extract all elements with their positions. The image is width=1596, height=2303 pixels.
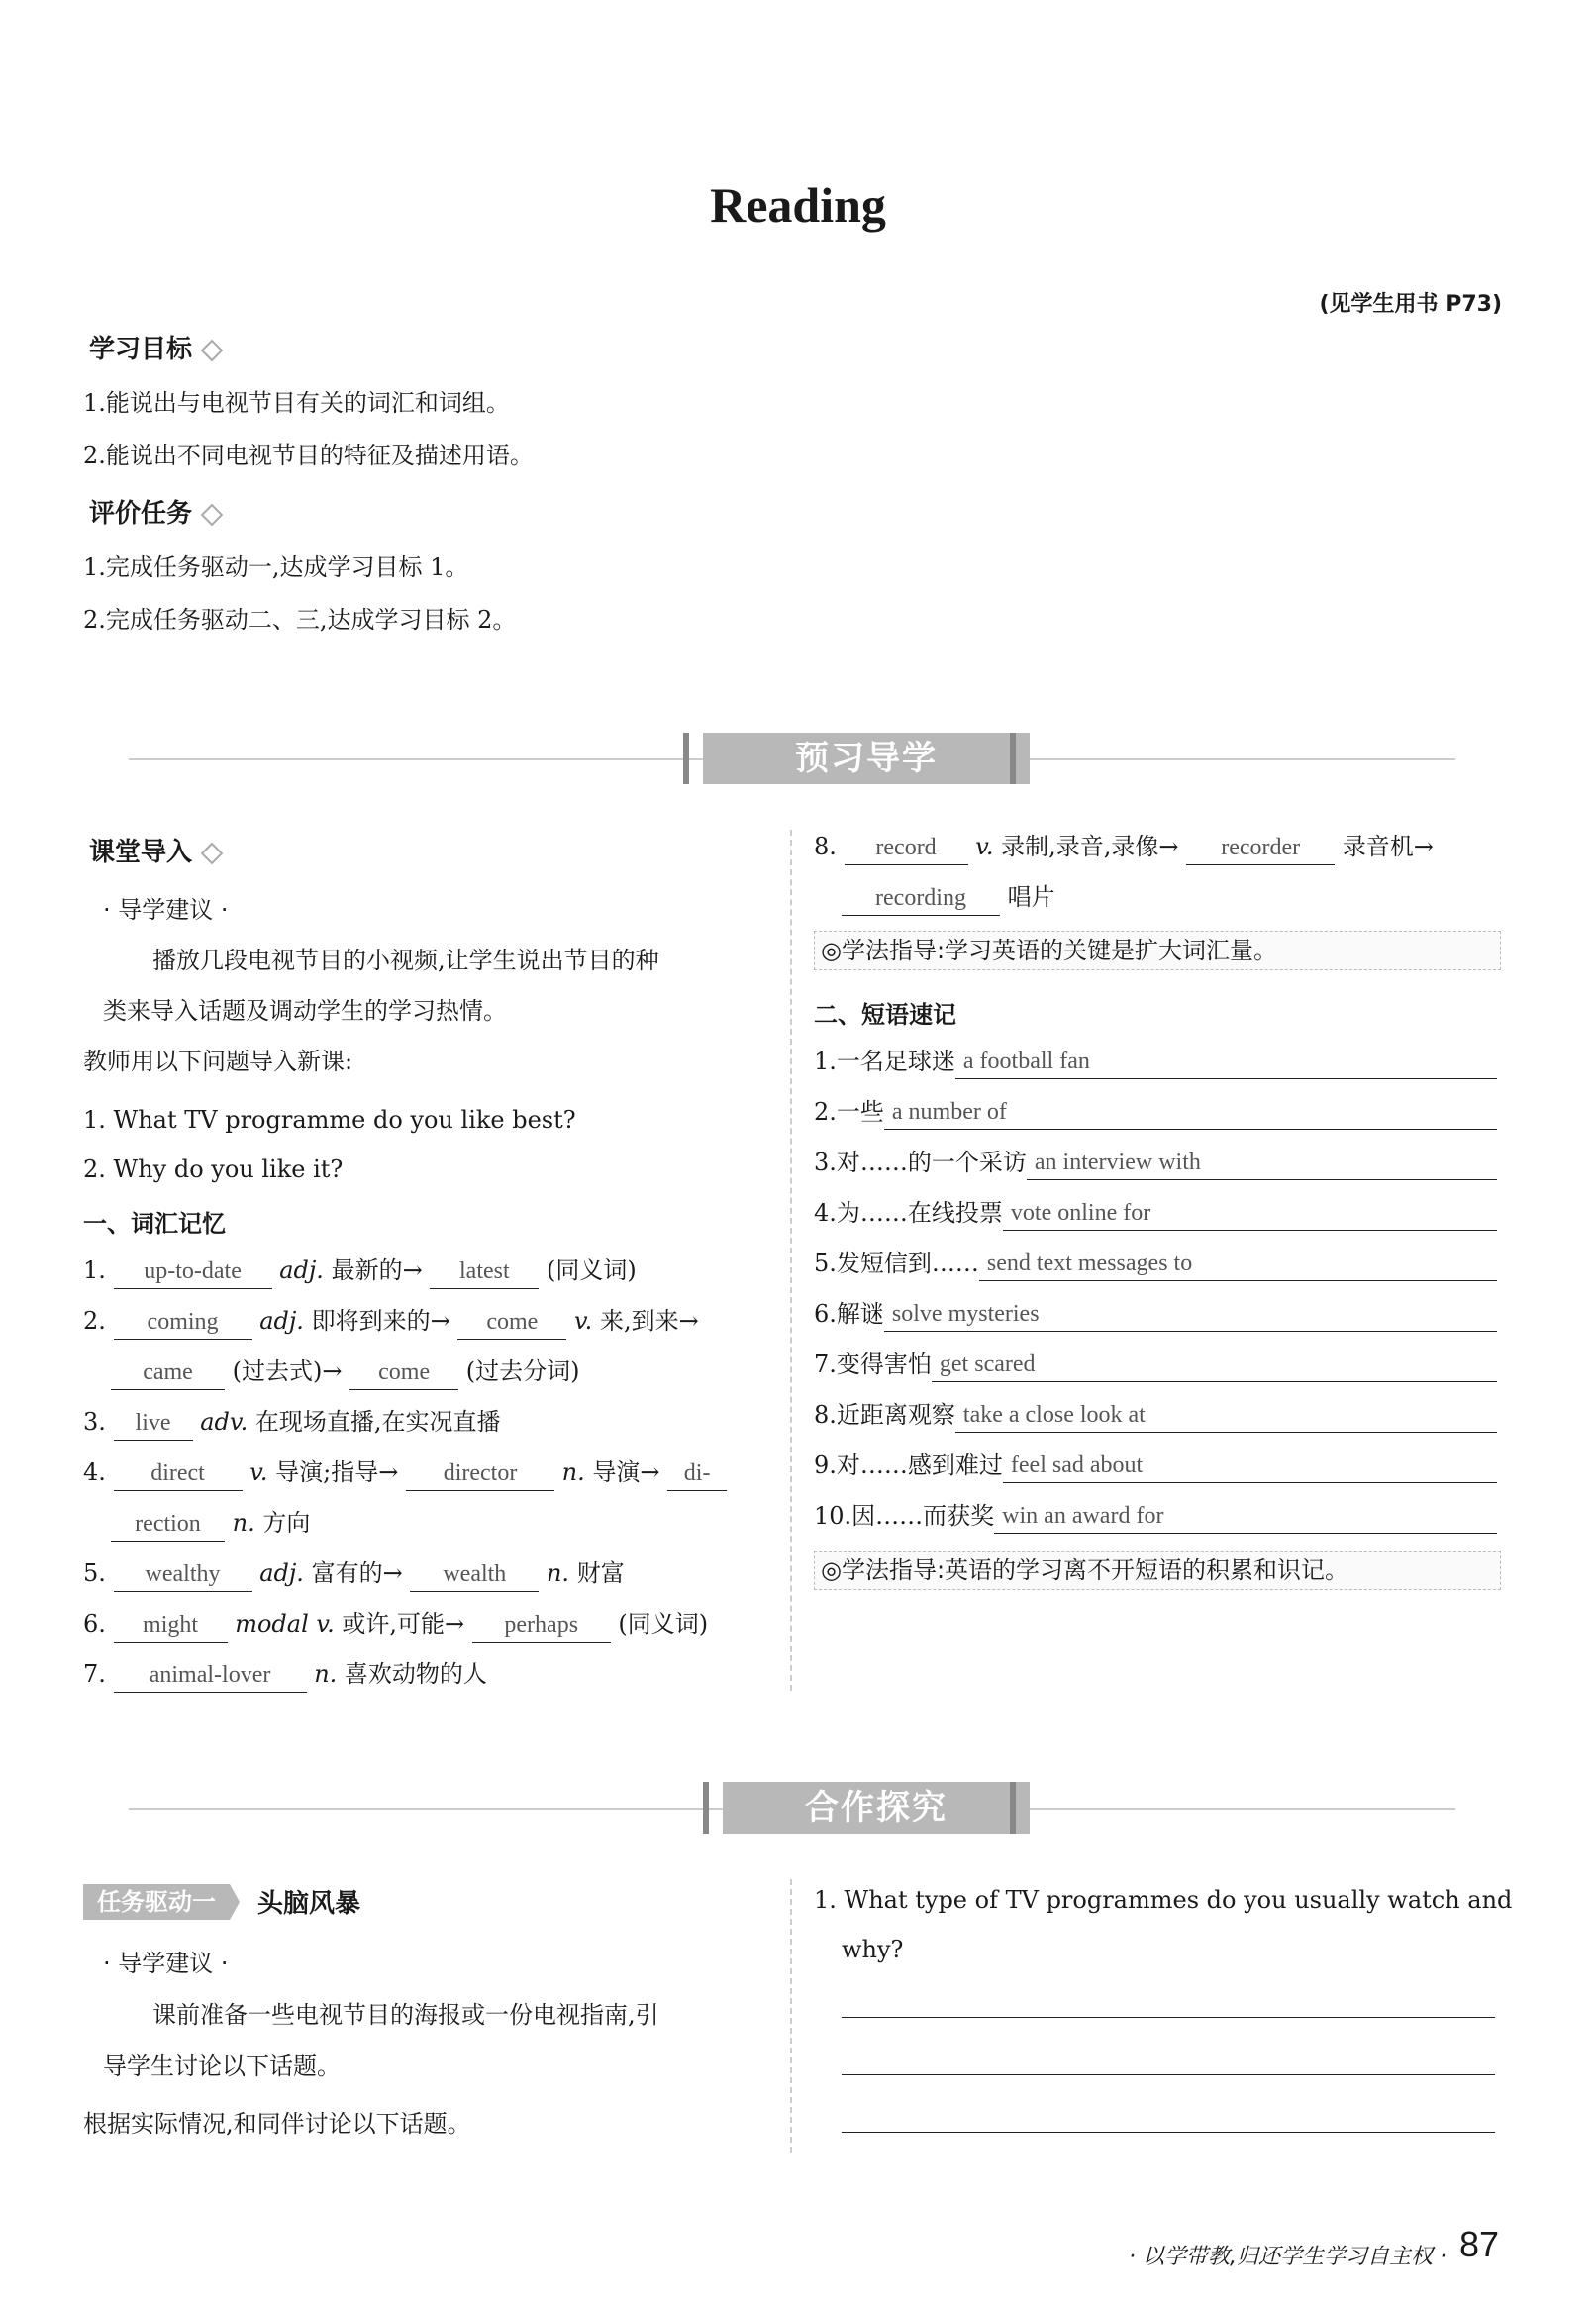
discussion-question: 1. What type of TV programmes do you usually watch and <box>814 1886 1513 1914</box>
gloss-text: 录音机→ <box>1342 833 1434 860</box>
vocab-row <box>83 1253 637 1289</box>
phrase-label: 6.解谜 <box>814 1300 884 1328</box>
page-title: Reading <box>710 177 886 233</box>
pos-label: n. <box>546 1559 570 1587</box>
answer-blank[interactable]: wealth <box>410 1557 539 1592</box>
row-number: 6. <box>83 1610 106 1638</box>
answer-blank[interactable]: director <box>406 1456 554 1491</box>
intro-heading <box>89 832 220 868</box>
row-number: 7. <box>83 1660 106 1688</box>
answer-blank[interactable]: live <box>114 1406 193 1441</box>
phrase-label: 5.发短信到…… <box>814 1250 979 1277</box>
objectives-heading <box>89 329 220 365</box>
phrase-answer[interactable]: a number of <box>884 1095 1497 1130</box>
phrase-row <box>814 1398 1497 1433</box>
phrase-row <box>814 1348 1497 1382</box>
gloss-text: (过去分词) <box>465 1357 580 1385</box>
vocab-heading: 一、词汇记忆 <box>83 1210 226 1238</box>
evaluation-item: 2.完成任务驱动二、三,达成学习目标 2。 <box>83 606 517 634</box>
objectives-heading-text: 学习目标 <box>89 335 193 364</box>
answer-blank[interactable]: come <box>349 1355 458 1390</box>
gloss-text: 喜欢动物的人 <box>337 1660 487 1688</box>
gloss-text: 录制,录音,录像→ <box>993 833 1179 860</box>
banner-edge <box>683 733 689 784</box>
phrase-answer[interactable]: a football fan <box>955 1045 1497 1079</box>
vocab-row <box>83 1455 727 1491</box>
suggestion-text: 导学生讨论以下话题。 <box>103 2053 341 2080</box>
vocab-row <box>111 1354 580 1390</box>
phrases-heading: 二、短语速记 <box>814 1001 956 1029</box>
gloss-text: 或许,可能→ <box>334 1610 465 1638</box>
question-item: 1. What TV programme do you like best? <box>83 1106 576 1134</box>
phrase-row <box>814 1449 1497 1483</box>
gloss-text: 导演→ <box>584 1458 660 1486</box>
phrase-row <box>814 1146 1497 1180</box>
row-number: 3. <box>83 1408 106 1436</box>
phrase-label: 3.对……的一个采访 <box>814 1149 1027 1176</box>
gloss-text: 富有的→ <box>303 1559 403 1587</box>
phrase-row <box>814 1247 1497 1281</box>
pos-label: n. <box>314 1660 338 1688</box>
arrow-icon <box>230 1884 240 1920</box>
diamond-icon <box>201 503 224 526</box>
pos-label: v. <box>975 833 994 860</box>
banner-edge <box>703 1782 709 1834</box>
suggestion-text: 类来导入话题及调动学生的学习热情。 <box>103 997 507 1025</box>
answer-line[interactable] <box>842 2131 1495 2133</box>
pos-label: modal v. <box>235 1610 335 1638</box>
gloss-text: (同义词) <box>546 1256 637 1284</box>
pos-label: n. <box>561 1458 585 1486</box>
column-divider <box>790 1879 792 2153</box>
answer-blank[interactable]: coming <box>114 1305 252 1340</box>
phrase-answer[interactable]: send text messages to <box>979 1247 1497 1281</box>
row-number: 1. <box>83 1256 106 1284</box>
answer-line[interactable] <box>842 2016 1495 2018</box>
pos-label: v. <box>249 1458 268 1486</box>
answer-blank[interactable]: might <box>114 1608 228 1643</box>
task-badge: 任务驱动一 <box>83 1884 230 1920</box>
evaluation-heading-text: 评价任务 <box>89 499 193 529</box>
phrase-label: 7.变得害怕 <box>814 1351 932 1378</box>
page-number: 87 <box>1459 2224 1500 2264</box>
evaluation-item: 1.完成任务驱动一,达成学习目标 1。 <box>83 553 469 581</box>
pos-label: adj. <box>259 1559 304 1587</box>
evaluation-heading <box>89 493 220 530</box>
answer-blank[interactable]: wealthy <box>114 1557 252 1592</box>
question-item: 2. Why do you like it? <box>83 1155 344 1183</box>
task-title: 头脑风暴 <box>257 1889 361 1919</box>
phrase-label: 9.对……感到难过 <box>814 1452 1003 1479</box>
banner-edge <box>1010 1782 1016 1834</box>
row-number: 5. <box>83 1559 106 1587</box>
phrase-row <box>814 1045 1497 1079</box>
phrase-row <box>814 1196 1497 1231</box>
suggestion-text: 课前准备一些电视节目的海报或一份电视指南,引 <box>152 2001 659 2029</box>
column-divider <box>790 830 792 1691</box>
answer-blank[interactable]: rection <box>111 1507 225 1542</box>
vocab-row <box>83 1657 487 1693</box>
vocab-row <box>83 1304 699 1340</box>
vocab-row <box>83 1556 625 1592</box>
answer-blank[interactable]: came <box>111 1355 225 1390</box>
phrase-row <box>814 1095 1497 1130</box>
suggestion-label: · 导学建议 · <box>103 1950 229 1977</box>
gloss-text: (同义词) <box>618 1610 709 1638</box>
phrase-row <box>814 1499 1497 1534</box>
answer-blank[interactable]: animal-lover <box>114 1658 307 1693</box>
answer-blank[interactable]: di- <box>667 1456 727 1491</box>
discussion-question-cont: why? <box>842 1936 904 1963</box>
phrase-answer[interactable]: an interview with <box>1027 1146 1497 1180</box>
gloss-text: 来,到来→ <box>592 1307 699 1335</box>
answer-blank[interactable]: recording <box>842 881 1000 916</box>
vocab-row <box>842 880 1055 916</box>
gloss-text: 财富 <box>569 1559 625 1587</box>
phrase-row <box>814 1297 1497 1332</box>
phrase-answer[interactable]: feel sad about <box>1003 1449 1497 1483</box>
phrase-answer[interactable]: solve mysteries <box>884 1297 1497 1332</box>
suggestion-text: 播放几段电视节目的小视频,让学生说出节目的种 <box>152 947 659 974</box>
study-tip: ◎学法指导:学习英语的关键是扩大词汇量。 <box>814 931 1501 970</box>
discussion-instruction: 根据实际情况,和同伴讨论以下话题。 <box>83 2110 471 2138</box>
study-tip: ◎学法指导:英语的学习离不开短语的积累和识记。 <box>814 1551 1501 1590</box>
diamond-icon <box>201 339 224 361</box>
banner-label: 合作探究 <box>723 1782 1030 1834</box>
row-number: 2. <box>83 1307 106 1335</box>
suggestion-label: · 导学建议 · <box>103 896 229 924</box>
section-banner <box>129 1782 1455 1834</box>
gloss-text: 方向 <box>254 1509 311 1537</box>
phrase-label: 2.一些 <box>814 1098 884 1126</box>
vocab-row <box>111 1506 310 1542</box>
footer-slogan: · 以学带教,归还学生学习自主权 · <box>1129 2245 1446 2269</box>
phrase-answer[interactable]: get scared <box>932 1348 1497 1382</box>
diamond-icon <box>201 842 224 864</box>
pos-label: n. <box>232 1509 255 1537</box>
phrase-answer[interactable]: vote online for <box>1003 1196 1497 1231</box>
intro-heading-text: 课堂导入 <box>89 838 193 867</box>
gloss-text: (过去式)→ <box>232 1357 343 1385</box>
gloss-text: 在现场直播,在实况直播 <box>248 1408 501 1436</box>
teacher-line: 教师用以下问题导入新课: <box>83 1048 353 1075</box>
phrase-answer[interactable]: take a close look at <box>955 1398 1497 1433</box>
objective-item: 2.能说出不同电视节目的特征及描述用语。 <box>83 442 534 469</box>
banner-label: 预习导学 <box>703 733 1030 784</box>
pos-label: v. <box>573 1307 593 1335</box>
pos-label: adv. <box>200 1408 249 1436</box>
answer-blank[interactable]: recorder <box>1186 831 1335 865</box>
answer-blank[interactable]: record <box>845 831 968 865</box>
row-number: 4. <box>83 1458 106 1486</box>
vocab-row <box>83 1405 500 1441</box>
answer-blank[interactable]: come <box>457 1305 566 1340</box>
answer-line[interactable] <box>842 2073 1495 2075</box>
objective-item: 1.能说出与电视节目有关的词汇和词组。 <box>83 389 510 417</box>
row-number: 8. <box>814 833 837 860</box>
task-header <box>83 1883 360 1920</box>
answer-blank[interactable]: latest <box>430 1254 539 1289</box>
gloss-text: 即将到来的→ <box>303 1307 450 1335</box>
vocab-row <box>814 830 1434 865</box>
section-banner <box>129 733 1455 784</box>
phrase-label: 4.为……在线投票 <box>814 1199 1003 1227</box>
gloss-text: 导演;指导→ <box>267 1458 399 1486</box>
phrase-label: 10.因……而获奖 <box>814 1502 995 1530</box>
phrase-label: 1.一名足球迷 <box>814 1048 955 1075</box>
gloss-text: 最新的→ <box>323 1256 423 1284</box>
pos-label: adj. <box>279 1256 324 1284</box>
phrase-answer[interactable]: win an award for <box>994 1499 1497 1534</box>
pos-label: adj. <box>259 1307 304 1335</box>
reference-note: (见学生用书 P73) <box>1319 292 1502 317</box>
banner-edge <box>1010 733 1016 784</box>
phrase-label: 8.近距离观察 <box>814 1401 955 1429</box>
answer-blank[interactable]: perhaps <box>472 1608 611 1643</box>
gloss-text: 唱片 <box>1007 883 1055 911</box>
vocab-row <box>83 1607 708 1643</box>
answer-blank[interactable]: up-to-date <box>114 1254 272 1289</box>
answer-blank[interactable]: direct <box>114 1456 243 1491</box>
